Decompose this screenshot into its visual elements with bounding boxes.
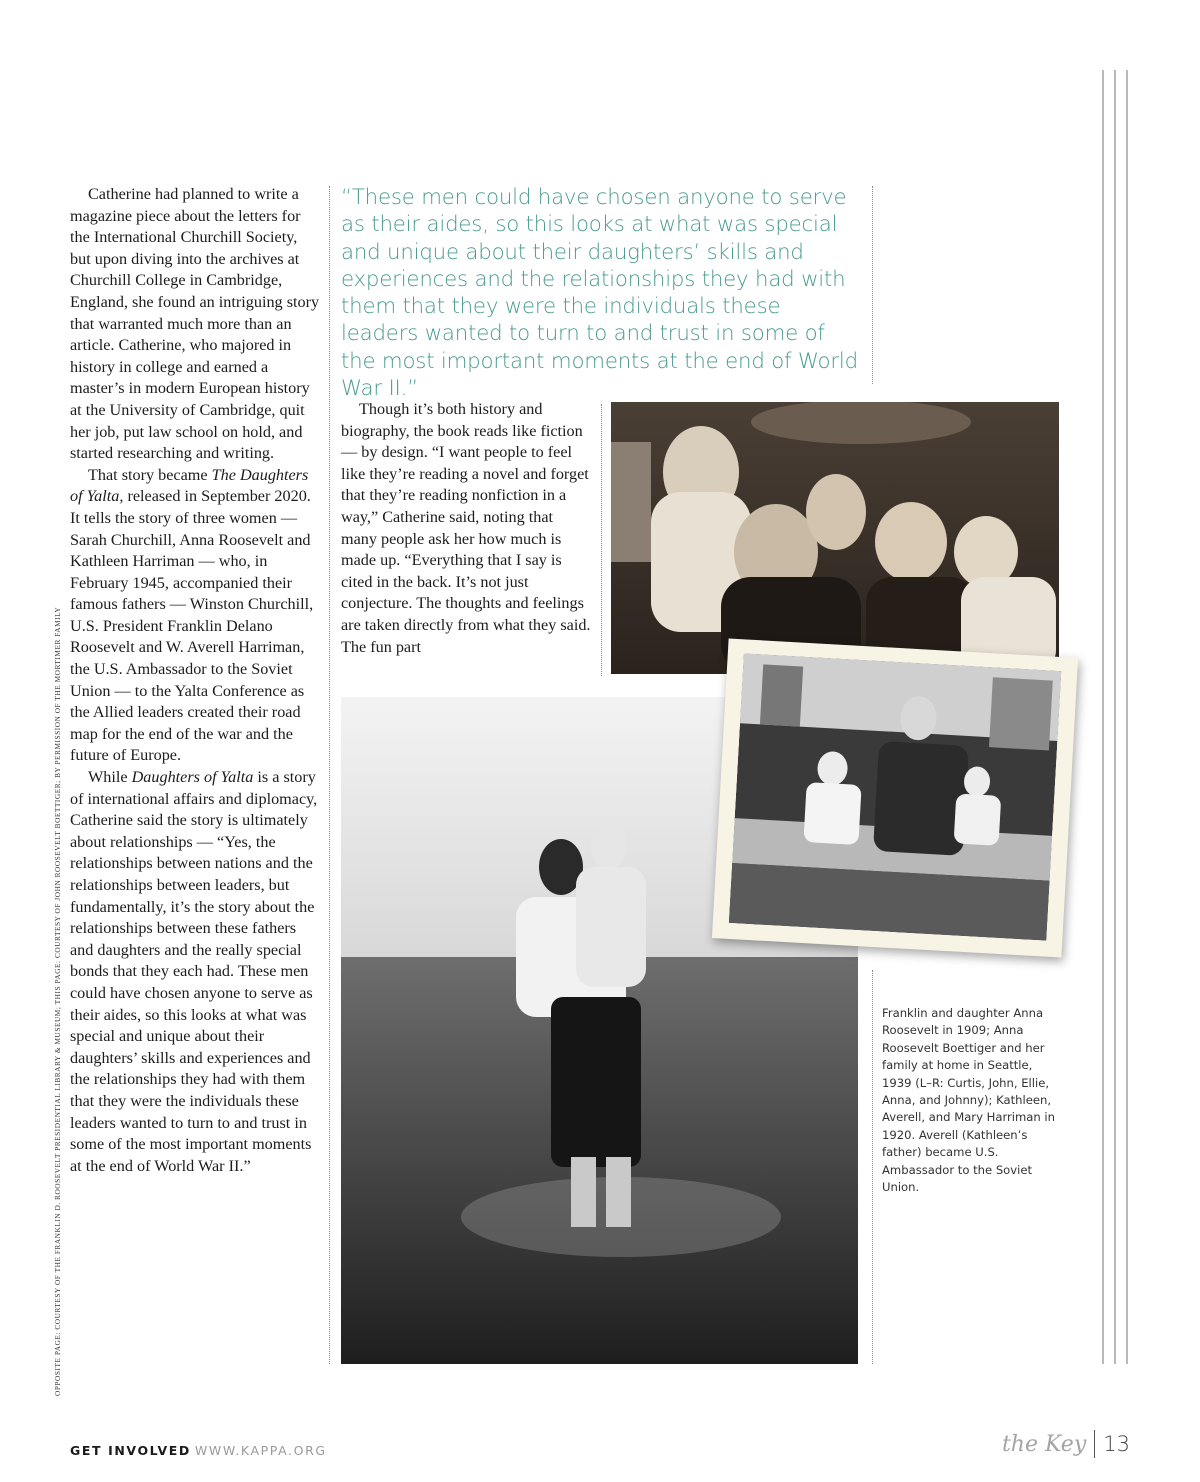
pull-quote: “These men could have chosen anyone to serve as their aides, so this looks at what was special and unique about their daughters’ skills and experiences and the relationships they had with them that they were the individuals these leaders wanted to turn to and trust in some of the most important moments at the end of World War II.” bbox=[341, 185, 858, 402]
column-divider bbox=[601, 404, 602, 676]
folio-divider bbox=[1094, 1430, 1095, 1458]
footer-folio bbox=[1002, 1430, 1130, 1458]
column-divider bbox=[872, 186, 873, 384]
column-divider bbox=[329, 186, 330, 1364]
article-paragraph: While Daughters of Yalta is a story of international affairs and diplomacy, Catherine said the story is ultimately about relationships — “Yes, the relationships between nations and the relationships between leaders, but fundamentally, it’s the story about the relationships between these fathers and daughters and the really special bonds that they each had. These men could have chosen anyone to serve as their aides, so this looks at what was special and unique about their daughters’ skills and experiences and the relationships they had with them that they were the individuals these leaders wanted to turn to and trust in some of the most important moments at the end of World War II.” bbox=[70, 768, 318, 1175]
harriman-photo-image bbox=[729, 653, 1062, 940]
decorative-vertical-line bbox=[1102, 70, 1104, 1364]
footer-section-label: GET INVOLVED bbox=[70, 1443, 191, 1458]
harriman-family-polaroid bbox=[712, 638, 1078, 957]
book-title: The Daughters of Yalta, bbox=[70, 465, 309, 506]
decorative-vertical-line bbox=[1114, 70, 1116, 1364]
footer-section bbox=[70, 1443, 327, 1458]
page-number: 13 bbox=[1103, 1432, 1130, 1456]
article-paragraph: Catherine had planned to write a magazine piece about the letters for the International Churchill Society, but upon diving into the archives at Churchill College in Cambridge, England, she found an intriguing story that warranted much more than an article. Catherine, who majored in history in college and earned a master’s in modern European history at the University of Cambridge, quit her job, put law school on hold, and started researching and writing. bbox=[70, 185, 320, 463]
middle-article-column bbox=[341, 399, 591, 658]
photo-caption: Franklin and daughter Anna Roosevelt in 1909; Anna Roosevelt Boettiger and her family at home in Seattle, 1939 (L–R: Curtis, John, Ellie, Anna, and Johnny); Kathleen, Averell, and Mary Harriman in 1920. Averell (Kathleen’s father) became U.S. Ambassador to the Soviet Union. bbox=[882, 1006, 1055, 1195]
decorative-vertical-line bbox=[1126, 70, 1128, 1364]
footer-url-link[interactable]: WWW.KAPPA.ORG bbox=[194, 1443, 327, 1458]
article-paragraph: That story became The Daughters of Yalta, released in September 2020. It tells the story of three women — Sarah Churchill, Anna Roosevelt and Kathleen Harriman — who, in February 1945, accompanied their famous fathers — Winston Churchill, U.S. President Franklin Delano Roosevelt and W. Averell Harriman, the U.S. Ambassador to the Soviet Union — to the Yalta Conference as the Allied leaders created their road map for the end of the war and the future of Europe. bbox=[70, 465, 314, 765]
magazine-brand-logo: the Key bbox=[1001, 1431, 1087, 1457]
family-photo-seattle bbox=[611, 402, 1059, 674]
left-article-column bbox=[70, 184, 320, 1177]
book-title: Daughters of Yalta bbox=[131, 768, 254, 787]
article-paragraph: Though it’s both history and biography, the book reads like fiction — by design. “I want people to feel like they’re reading a novel and forget that they’re reading nonfiction in a way,” Catherine said, noting that many people ask her how much is made up. “Everything that I say is cited in the back. It’s not just conjecture. The thoughts and feelings are taken directly from what they said. The fun part bbox=[341, 400, 591, 656]
column-divider bbox=[872, 970, 873, 1364]
family-photo-image bbox=[611, 402, 1059, 674]
photo-credit: OPPOSITE PAGE: COURTESY OF THE FRANKLIN D. ROOSEVELT PRESIDENTIAL LIBRARY & MUSEUM; THIS PAGE: COURTESY OF JOHN ROOSEVELT BOETTIGER; BY PERMISSION OF THE MORTIMER FAMILY bbox=[53, 606, 62, 1396]
